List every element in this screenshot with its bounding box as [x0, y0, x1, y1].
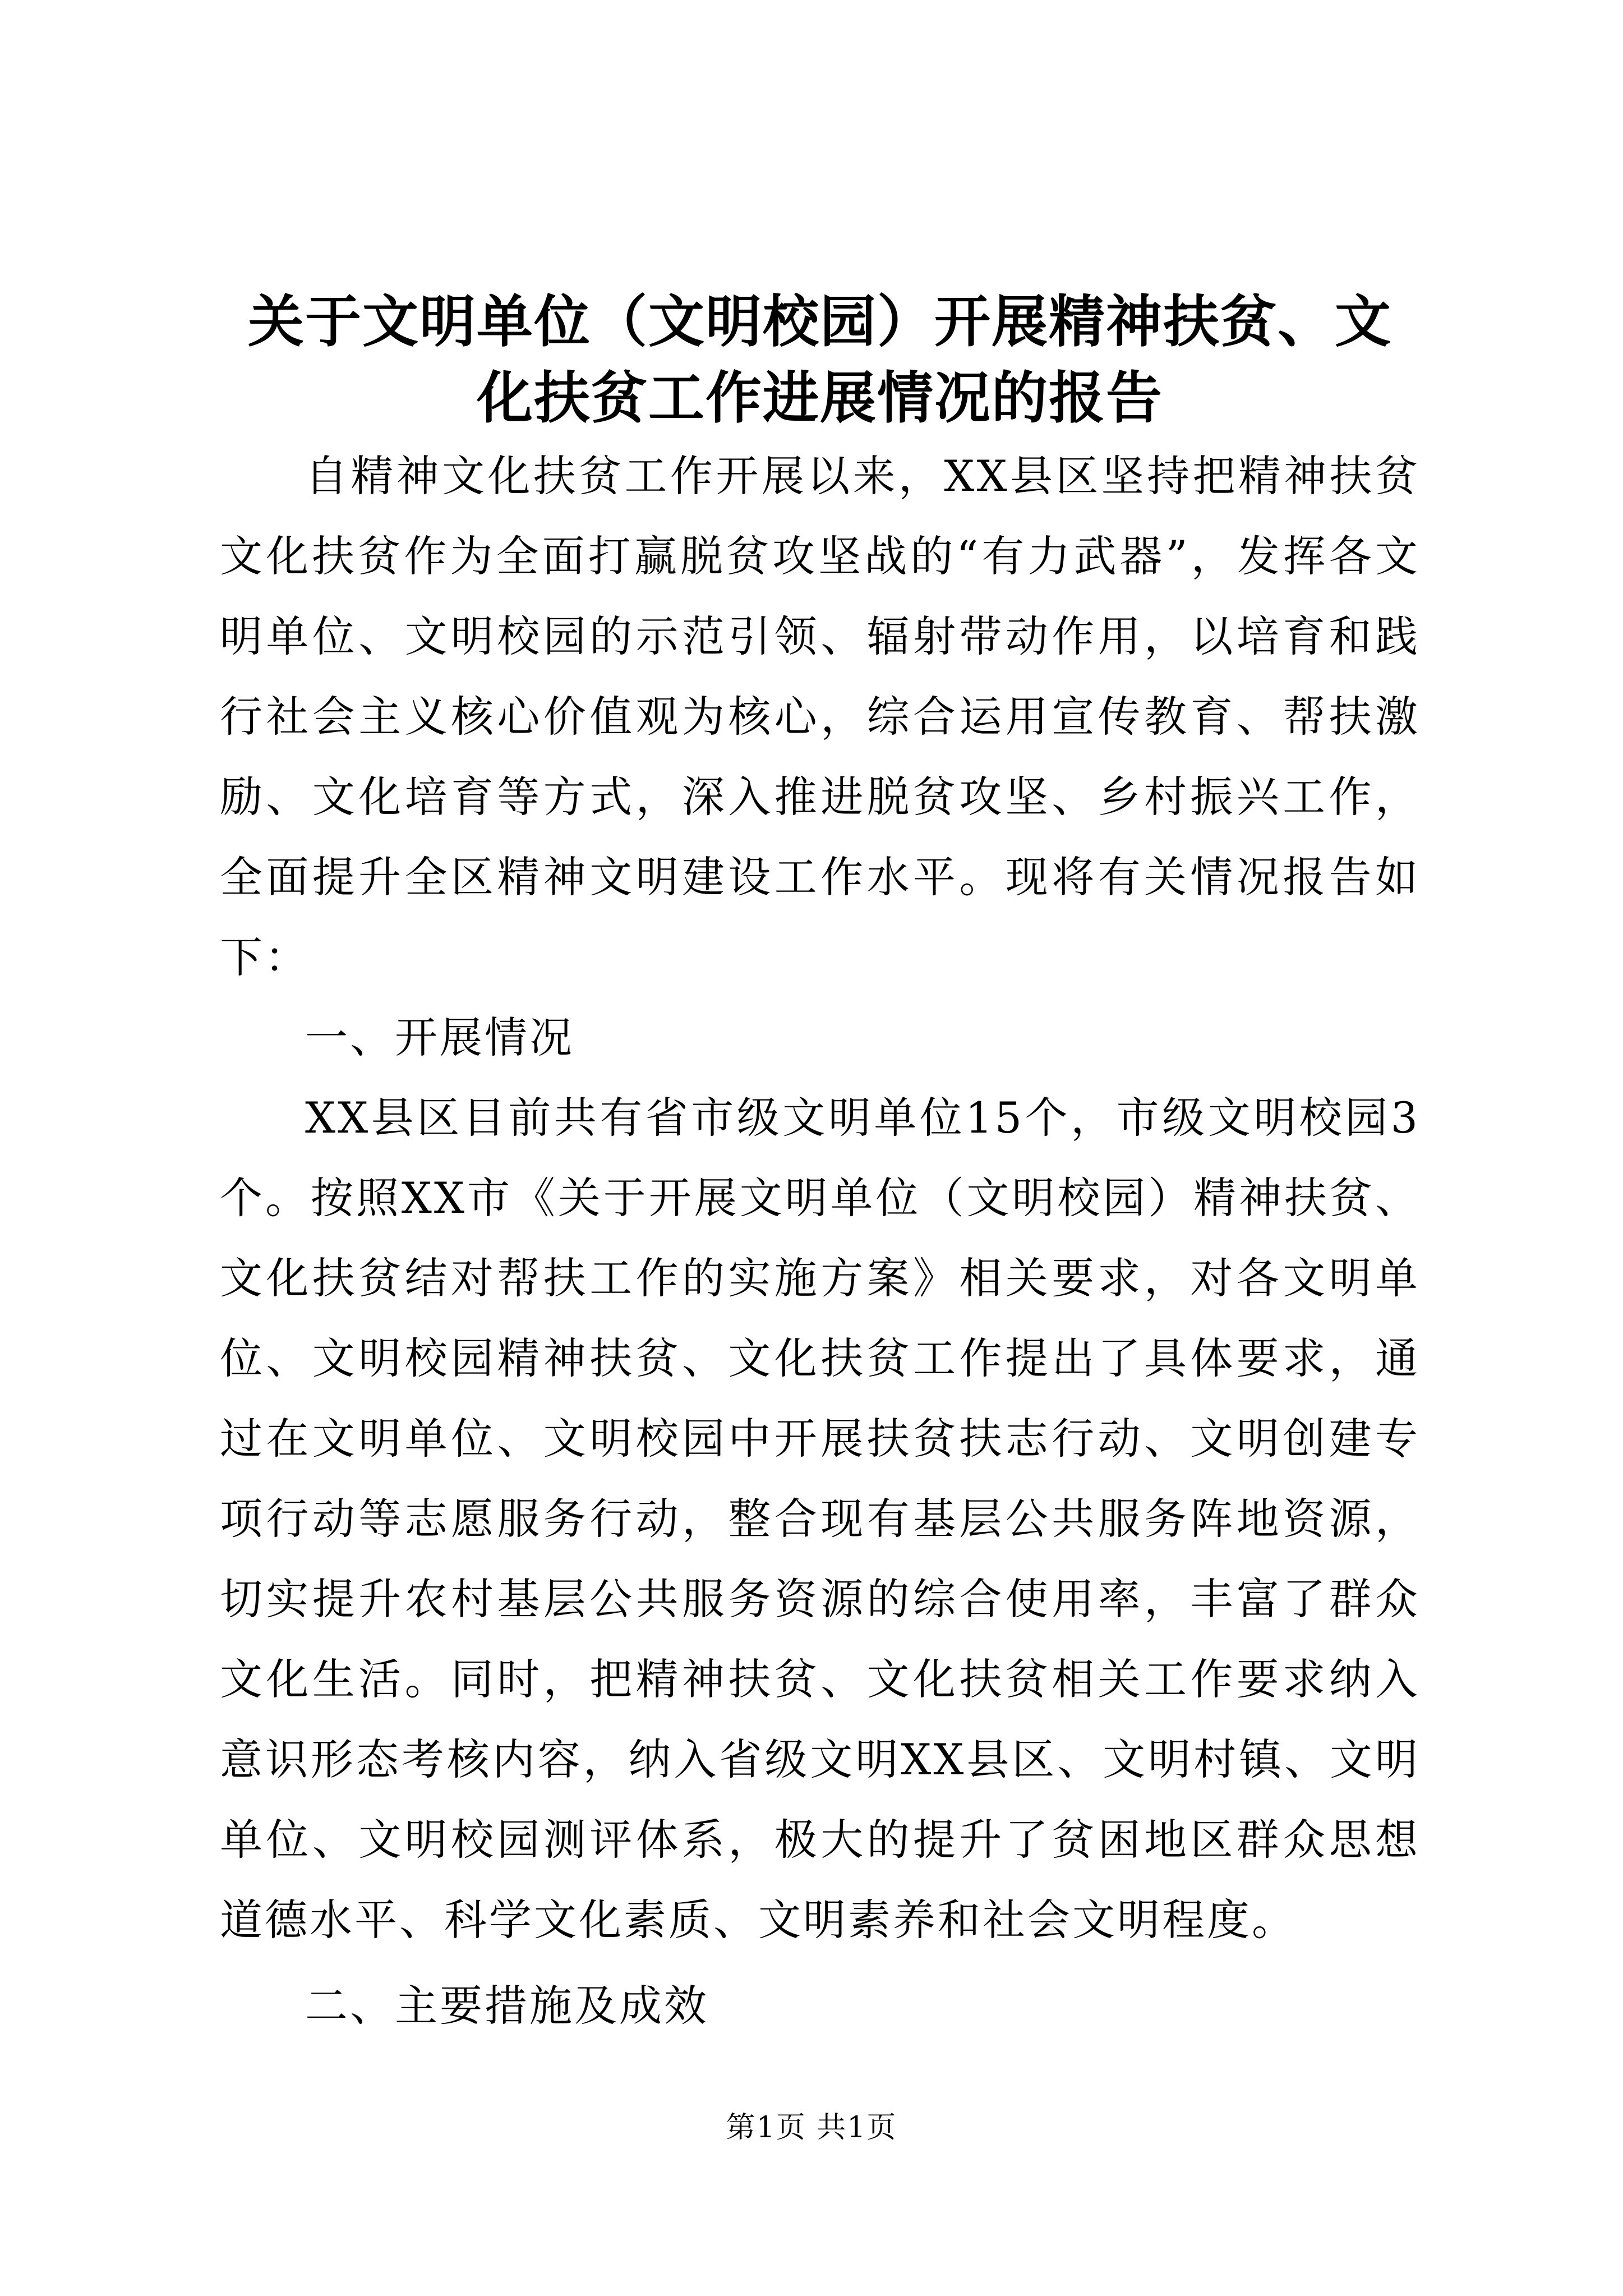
section-heading-1: 一、开展情况	[305, 1013, 574, 1062]
document-title: 关于文明单位（文明校园）开展精神扶贫、文化扶贫工作进展情况的报告	[248, 288, 1392, 431]
intro-paragraph: 自精神文化扶贫工作开展以来，XX县区坚持把精神扶贫文化扶贫作为全面打赢脱贫攻坚战的“有力武器”，发挥各文明单位、文明校园的示范引领、辐射带动作用，以培育和践行社会主义核心价值观为核心，综合运用宣传教育、帮扶激励、文化培育等方式，深入推进脱贫攻坚、乡村振兴工作，全面提升全区精神文明建设工作水平。现将有关情况报告如下：	[220, 451, 1420, 982]
section-heading-2: 二、主要措施及成效	[305, 1981, 709, 2031]
section-1-paragraph: XX县区目前共有省市级文明单位15个，市级文明校园3个。按照XX市《关于开展文明单位（文明校园）精神扶贫、文化扶贫结对帮扶工作的实施方案》相关要求，对各文明单位、文明校园精神扶贫、文化扶贫工作提出了具体要求，通过在文明单位、文明校园中开展扶贫扶志行动、文明创建专项行动等志愿服务行动，整合现有基层公共服务阵地资源，切实提升农村基层公共服务资源的综合使用率，丰富了群众文化生活。同时，把精神扶贫、文化扶贫相关工作要求纳入意识形态考核内容，纳入省级文明XX县区、文明村镇、文明单位、文明校园测评体系，极大的提升了贫困地区群众思想道德水平、科学文化素质、文明素养和社会文明程度。	[220, 1093, 1420, 1945]
page-footer: 第1页 共1页	[726, 2111, 897, 2145]
document-body	[220, 283, 1420, 2046]
